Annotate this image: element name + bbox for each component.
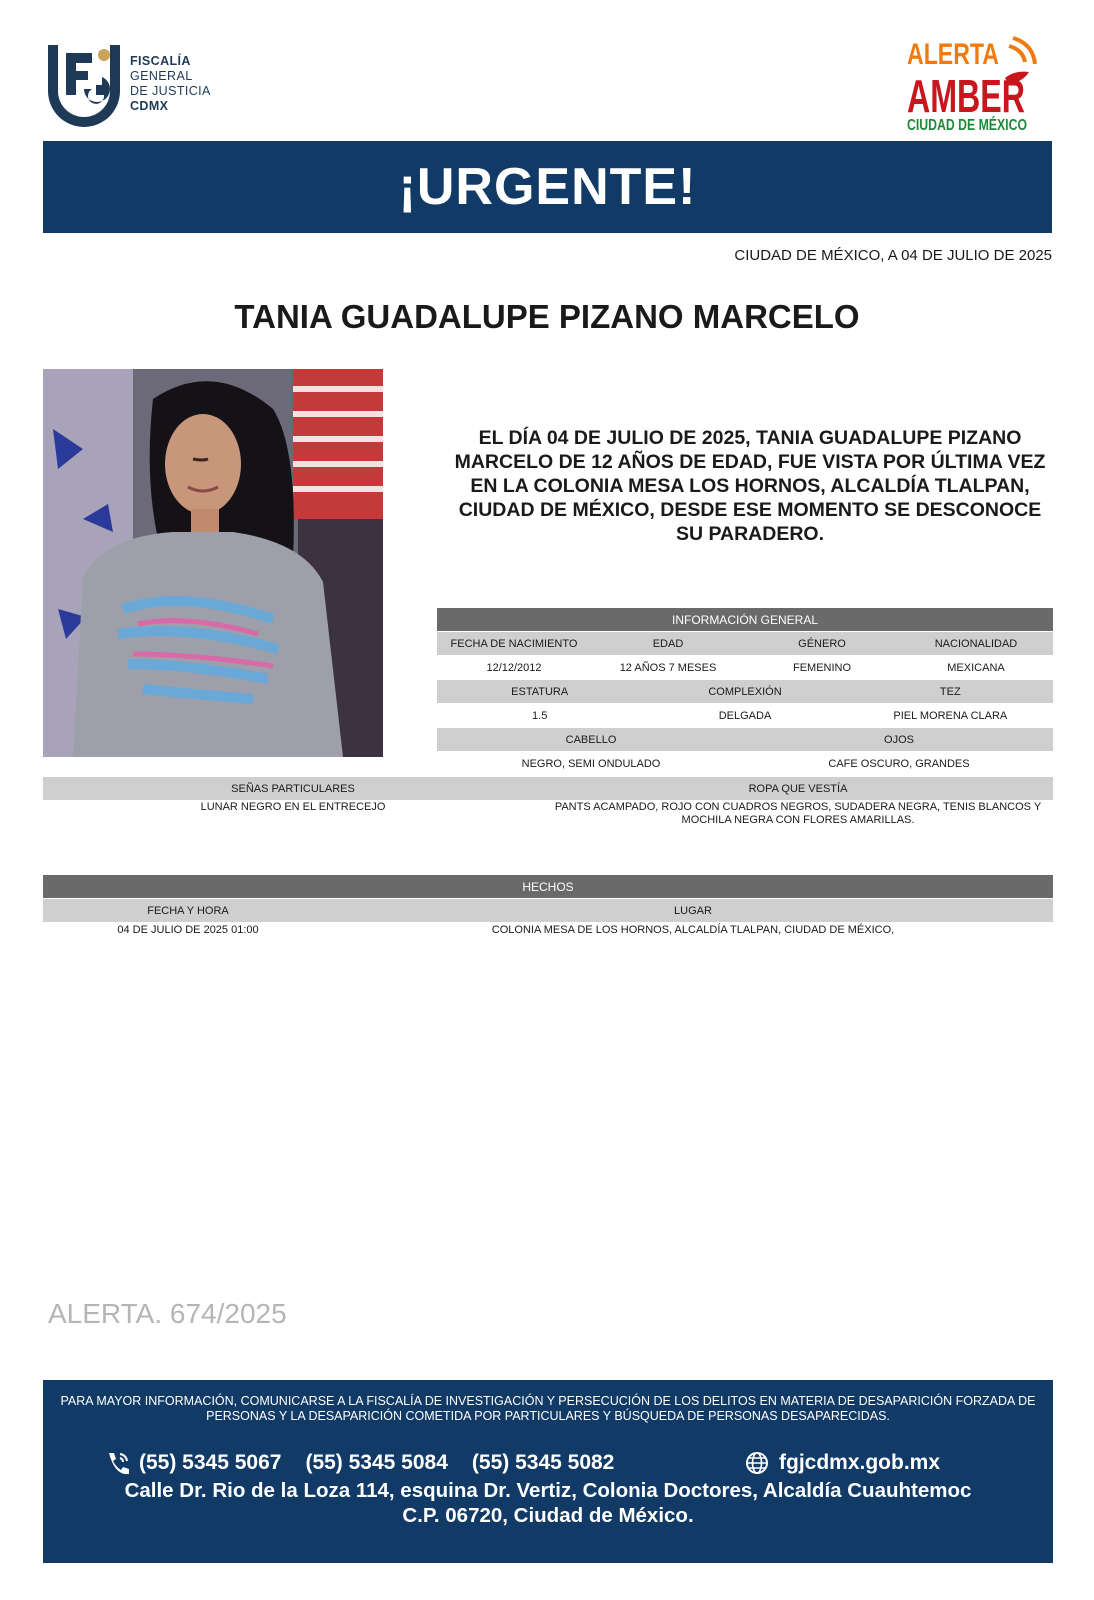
senas-value-row: [43, 801, 1053, 827]
fgj-logo: [44, 43, 124, 129]
header-birthdate: FECHA DE NACIMIENTO: [450, 637, 578, 650]
dateline: CIUDAD DE MÉXICO, A 04 DE JULIO DE 2025: [734, 247, 1052, 264]
info-value-row-3: [437, 752, 1053, 775]
phone-number[interactable]: (55) 5345 5084: [305, 1451, 448, 1474]
alert-folio: ALERTA. 674/2025: [48, 1298, 287, 1329]
hechos-header-row: [43, 899, 1053, 922]
footer-address: [43, 1478, 1053, 1528]
org-name: [130, 54, 211, 114]
phone-number[interactable]: (55) 5345 5082: [471, 1451, 615, 1474]
header-distinguishing-marks: SEÑAS PARTICULARES: [231, 782, 355, 795]
hechos-value-row: [43, 922, 1053, 938]
footer-note: PARA MAYOR INFORMACIÓN, COMUNICARSE A LA FISCALÍA DE INVESTIGACIÓN Y PERSECUCIÓN DE LOS DELITOS EN MATERIA DE DESAPARICIÓN FORZADA DE PERSONAS Y LA DESAPARICIÓN COMETIDA POR PARTICULARES Y BÚSQUEDA DE PERSONAS DESAPARECIDAS.: [60, 1394, 1036, 1423]
org-line: FISCALÍA: [130, 54, 191, 68]
value-birthdate: 12/12/2012: [486, 661, 542, 674]
header-gender: GÉNERO: [798, 637, 846, 650]
value-build: DELGADA: [718, 709, 772, 722]
org-line: GENERAL: [130, 69, 193, 83]
header-nationality: NACIONALIDAD: [934, 637, 1018, 650]
address-line: Calle Dr. Rio de la Loza 114, esquina Dr. Vertiz, Colonia Doctores, Alcaldía Cuauhtemoc: [124, 1479, 972, 1502]
org-line: DE JUSTICIA: [130, 84, 211, 98]
urgent-text: ¡URGENTE!: [398, 158, 697, 216]
info-general-title-text: INFORMACIÓN GENERAL: [671, 612, 818, 627]
header-complexion: TEZ: [939, 685, 961, 698]
header-build: COMPLEXIÓN: [708, 685, 782, 698]
header-eyes: OJOS: [884, 733, 914, 746]
value-place: COLONIA MESA DE LOS HORNOS, ALCALDÍA TLALPAN, CIUDAD DE MÉXICO,: [491, 924, 895, 936]
globe-icon: [743, 1450, 771, 1476]
amber-line1: ALERTA: [907, 38, 999, 71]
info-value-row-1: [437, 656, 1053, 679]
case-description: EL DÍA 04 DE JULIO DE 2025, TANIA GUADALUPE PIZANO MARCELO DE 12 AÑOS DE EDAD, FUE VISTA POR ÚLTIMA VEZ EN LA COLONIA MESA LOS HORNOS, ALCALDÍA TLALPAN, CIUDAD DE MÉXICO, DESDE ESE MOMENTO SE DESCONOCE SU PARADERO.: [454, 427, 1046, 545]
senas-header-row: [43, 777, 1053, 800]
hechos-title-text: HECHOS: [522, 879, 574, 894]
footer-website: [743, 1450, 940, 1476]
value-eyes: CAFE OSCURO, GRANDES: [828, 757, 970, 770]
header-date-time: FECHA Y HORA: [147, 904, 229, 917]
value-age: 12 AÑOS 7 MESES: [619, 661, 717, 674]
address-line: C.P. 06720, Ciudad de México.: [402, 1504, 694, 1527]
info-header-row-2: [437, 680, 1053, 703]
info-header-row-3: [437, 728, 1053, 751]
person-name: TANIA GUADALUPE PIZANO MARCELO: [234, 298, 860, 335]
value-date-time: 04 DE JULIO DE 2025 01:00: [117, 924, 259, 936]
value-gender: FEMENINO: [792, 661, 852, 674]
amber-line2: AMBER: [907, 70, 1025, 122]
amber-line3: CIUDAD DE MÉXICO: [907, 117, 1064, 134]
person-photo: [43, 369, 383, 757]
header-hair: CABELLO: [565, 733, 617, 746]
header-height: ESTATURA: [511, 685, 569, 698]
header-place: LUGAR: [674, 904, 712, 917]
phone-number[interactable]: (55) 5345 5067: [139, 1451, 282, 1474]
value-hair: NEGRO, SEMI ONDULADO: [521, 757, 661, 770]
hechos-title: [43, 875, 1053, 898]
website-link[interactable]: fgjcdmx.gob.mx: [779, 1451, 941, 1474]
header-clothing: ROPA QUE VESTÍA: [748, 782, 848, 795]
urgent-banner: [43, 141, 1052, 233]
value-complexion: PIEL MORENA CLARA: [893, 709, 1008, 722]
footer: [43, 1380, 1053, 1563]
info-value-row-2: [437, 704, 1053, 727]
org-line: CDMX: [130, 99, 169, 113]
info-general-title: [437, 608, 1053, 631]
value-height: 1.5: [532, 709, 548, 722]
header-age: EDAD: [652, 637, 684, 650]
alerta-amber-logo: [905, 36, 1064, 136]
footer-phones: [103, 1450, 638, 1476]
info-header-row-1: [437, 632, 1053, 655]
value-distinguishing-marks: LUNAR NEGRO EN EL ENTRECEJO: [200, 801, 386, 813]
value-clothing: PANTS ACAMPADO, ROJO CON CUADROS NEGROS, SUDADERA NEGRA, TENIS BLANCOS Y MOCHILA NEGRA CON FLORES AMARILLAS.: [554, 801, 1042, 826]
phone-icon: [103, 1450, 131, 1476]
value-nationality: MEXICANA: [947, 661, 1005, 674]
